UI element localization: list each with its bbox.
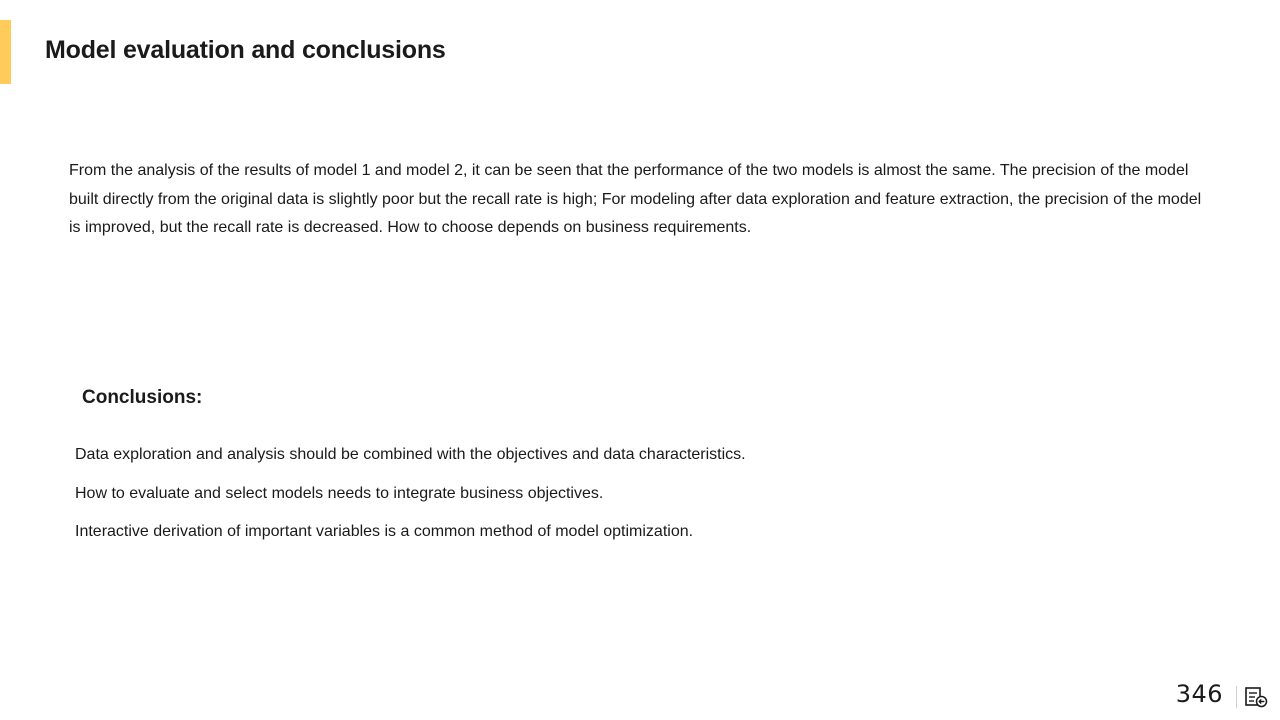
slide-return-icon[interactable] bbox=[1244, 686, 1268, 708]
summary-paragraph: From the analysis of the results of model 1 and model 2, it can be seen that the performance of the two models is almost the same. The precision of the model built directly from the original data is slightly poor but the recall rate is high; For modeling after data exploration and feature extraction, the precision of the model is improved, but the recall rate is decreased. How to choose depends on business requirements. bbox=[69, 162, 1202, 236]
footer-divider bbox=[1236, 686, 1237, 708]
conclusion-item: How to evaluate and select models needs to integrate business objectives. bbox=[75, 484, 604, 502]
conclusion-item: Interactive derivation of important variables is a common method of model optimization. bbox=[75, 523, 694, 540]
conclusions-list bbox=[75, 441, 1175, 557]
conclusions-heading: Conclusions: bbox=[82, 387, 203, 408]
page-title: Model evaluation and conclusions bbox=[45, 36, 446, 64]
conclusion-item: Data exploration and analysis should be combined with the objectives and data characteristics. bbox=[75, 446, 746, 463]
title-accent-bar bbox=[0, 20, 11, 84]
page-number: 346 bbox=[1175, 680, 1223, 708]
